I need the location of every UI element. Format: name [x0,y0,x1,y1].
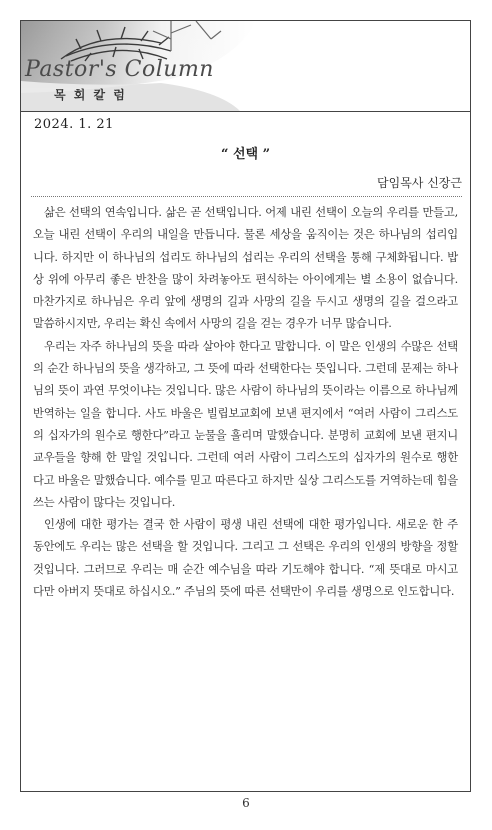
paragraph: 삶은 선택의 연속입니다. 삶은 곧 선택입니다. 어제 내린 선택이 오늘의 우리를 만들고, 오늘 내린 선택이 우리의 내일을 만듭니다. 물론 세상을 움직이는 것은 하나님의 섭리입니다. 하지만 이 하나님의 섭리도 하나님의 섭리는 우리의 선택을 통해 구체화됩니다. 밥상 위에 아무리 좋은 반찬을 많이 차려놓아도 편식하는 아이에게는 별 소용이 없습니다. 마찬가지로 하나님은 우리 앞에 생명의 길과 사망의 길을 두시고 생명의 길을 걸으라고 말씀하시지만, 우리는 확신 속에서 사망의 길을 걷는 경우가 너무 많습니다. [33,206,458,331]
banner-subtitle: 목 회 칼 럼 [54,88,127,102]
banner-title: Pastor's Column [25,57,214,82]
paragraph: 우리는 자주 하나님의 뜻을 따라 살아야 한다고 말합니다. 이 말은 인생의 수많은 선택의 순간 하나님의 뜻을 생각하고, 그 뜻에 따라 선택한다는 뜻입니다. 그런데 문제는 하나님의 뜻이 과연 무엇이냐는 것입니다. 많은 사람이 하나님의 뜻이라는 이름으로 하나님께 반역하는 일을 합니다. 사도 바울은 빌립보교회에 보낸 편지에서 “여러 사람이 그리스도의 십자가의 원수로 행한다”라고 눈물을 흘리며 말했습니다. 분명히 교회에 보낸 편지니 교우들을 향해 한 말일 것입니다. 그런데 여러 사람이 그리스도의 십자가의 원수로 행한다고 바울은 말했습니다. 예수를 믿고 따른다고 하지만 실상 그리스도를 거역하는데 힘을 쓰는 사람이 많다는 것입니다. [33,339,458,509]
column-title: “ 선택 ” [220,147,271,162]
dotted-divider [31,196,462,197]
paragraph: 인생에 대한 평가는 결국 한 사람이 평생 내린 선택에 대한 평가입니다. 새로운 한 주 동안에도 우리는 많은 선택을 할 것입니다. 그리고 그 선택은 우리의 인생의 방향을 정할 것입니다. 그러므로 우리는 매 순간 예수님을 따라 기도해야 합니다. “제 뜻대로 마시고 다만 아버지 뜻대로 하십시오.” 주님의 뜻에 따른 선택만이 우리를 생명으로 인도합니다. [33,518,458,599]
column-body [33,202,458,603]
column-banner [21,21,470,112]
page-number: 6 [242,796,250,810]
column-author: 담임목사 신장근 [377,176,462,190]
column-date: 2024. 1. 21 [34,117,114,132]
column-frame [20,20,471,792]
